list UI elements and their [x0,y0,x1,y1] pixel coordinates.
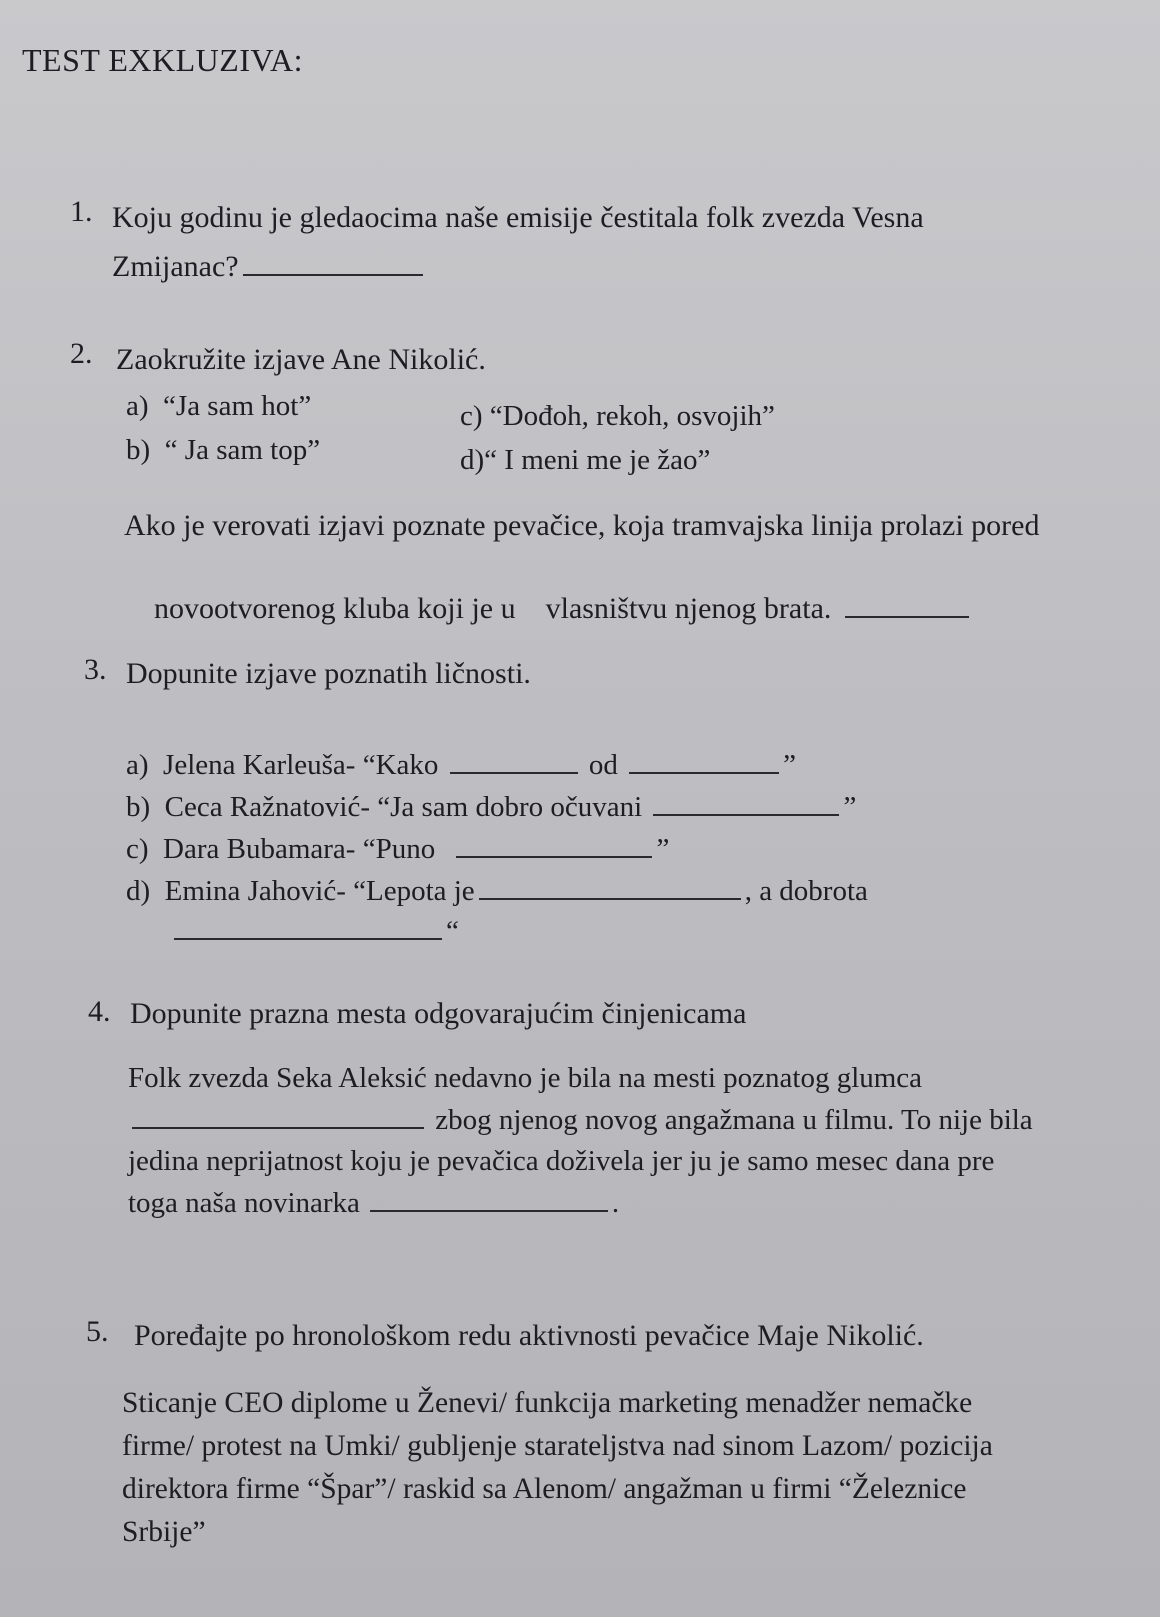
q3-item-b-end: ” [843,791,857,823]
q1-text-line1: Koju godinu je gledaocima naše emisije čestitala folk zvezda Vesna [112,201,924,234]
q3-item-c-end: ” [656,833,670,865]
q4-number: 4. [88,995,111,1028]
q2-option-c[interactable] [460,398,775,434]
q2-option-a[interactable] [126,388,311,424]
q3-item-b [126,786,856,825]
q4-line3: jedina neprijatnost koju je pevačica doživela jer ju je samo mesec dana pre [128,1145,995,1177]
q3-item-c-blank[interactable] [456,828,652,858]
q3-item-a-letter: a) [126,749,149,781]
q3-item-a-text: Jelena Karleuša- “Kako [163,749,439,781]
q2-option-b-text: “ Ja sam top” [164,434,321,466]
q5-line3: direktora firme “Špar”/ raskid sa Alenom/ angažman u firmi “Železnice [122,1473,967,1505]
q4-line4 [128,1182,1108,1224]
q4-line2-text: zbog njenog novog angažmana u filmu. To nije bila [435,1104,1033,1136]
q3-item-c-letter: c) [126,833,149,865]
page-title: TEST EXKLUZIVA: [22,42,303,78]
q3-item-d-text: Emina Jahović- “Lepota je [164,875,475,907]
q5-line2: firme/ protest na Umki/ gubljenje starateljstva nad sinom Lazom/ pozicija [122,1430,993,1462]
q2-option-a-letter: a) [126,390,149,422]
q2-option-b-letter: b) [126,434,151,466]
q2-option-c-letter: c) [460,400,483,432]
q4-blank1[interactable] [132,1099,424,1129]
q3-item-d-letter: d) [126,875,151,907]
q3-item-b-blank[interactable] [653,786,839,816]
q3-item-d [126,870,868,909]
q1-answer-blank[interactable] [243,246,423,276]
q3-item-a-blank2[interactable] [629,744,779,774]
q2-option-b[interactable] [126,432,320,468]
q3-item-c [126,828,669,867]
q3-item-d-blank2[interactable] [174,910,442,940]
q5-text: Poređajte po hronološkom redu aktivnosti pevačice Maje Nikolić. [134,1319,924,1352]
q2-sub-line1: Ako je verovati izjavi poznate pevačice, koja tramvajska linija prolazi pored [124,509,1040,542]
q4-line4-text: toga naša novinarka [128,1187,360,1219]
q3-item-a [126,744,796,783]
q3-item-d-blank1[interactable] [479,870,741,900]
q5-number: 5. [86,1315,109,1348]
q2-sub-line2-label: novootvorenog kluba koji je u vlasništvu njenog brata. [154,592,832,625]
q2-number: 2. [70,337,93,370]
q2-option-d[interactable] [460,442,710,478]
q4-line1: Folk zvezda Seka Aleksić nedavno je bila na mesti poznatog glumca [128,1062,923,1094]
q4-text: Dopunite prazna mesta odgovarajućim činjenicama [130,997,747,1030]
q5-line4: Srbije” [122,1516,206,1548]
q3-item-b-letter: b) [126,791,151,823]
q2-text: Zaokružite izjave Ane Nikolić. [116,343,486,376]
q3-text: Dopunite izjave poznatih ličnosti. [126,657,531,690]
q3-item-a-middle: od [588,749,618,781]
q2-option-c-text: “Dođoh, rekoh, osvojih” [489,400,775,432]
q3-item-d-cont [170,910,459,949]
q3-item-d-middle: , a dobrota [744,875,868,907]
q1-text-line2 [112,246,427,285]
q3-item-c-text: Dara Bubamara- “Puno [163,833,436,865]
q2-option-d-text: “ I meni me je žao” [484,444,711,476]
q4-line2 [128,1099,1108,1141]
q5-line1: Sticanje CEO diplome u Ženevi/ funkcija marketing menadžer nemačke [122,1387,973,1419]
q2-answer-blank[interactable] [845,588,969,618]
q4-paragraph [128,1058,1108,1224]
q3-item-b-text: Ceca Ražnatović- “Ja sam dobro očuvani [164,791,643,823]
q3-item-a-end: ” [783,749,797,781]
q3-number: 3. [84,653,107,686]
q4-blank2[interactable] [370,1182,608,1212]
q3-item-a-blank1[interactable] [450,744,578,774]
q2-option-d-letter: d) [460,444,485,476]
q1-text-line2-label: Zmijanac? [112,250,239,283]
q1-number: 1. [70,195,93,228]
q3-item-d-end: “ [446,915,459,947]
q2-sub-line2 [124,552,973,663]
q4-line4-end: . [611,1187,620,1219]
q2-option-a-text: “Ja sam hot” [163,390,312,422]
q5-paragraph [122,1382,1102,1554]
